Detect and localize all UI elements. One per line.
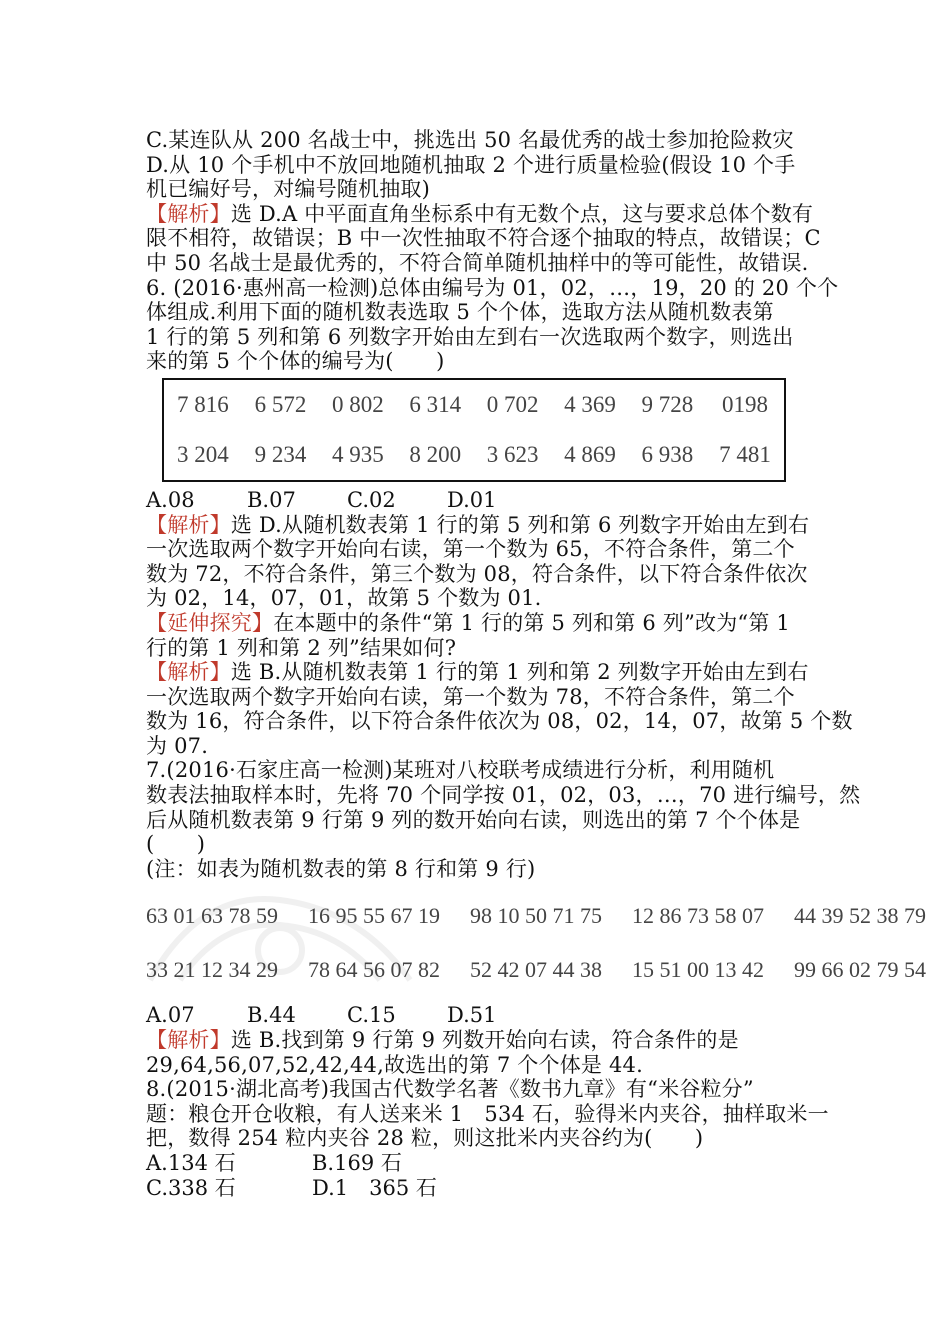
table-cell: 6 572 [254,391,307,417]
table-cell: 9 234 [254,441,307,467]
table-cell: 9 728 [641,391,694,417]
choice-a: A.08 [146,487,195,512]
random-row-9 [146,943,926,997]
q8-stem: 题：粮仓开仓收粮，有人送来米 1 534 石，验得米内夹谷，抽样取米一 [146,1101,829,1126]
table-cell: 7 481 [719,441,771,467]
q5-option-c: C.某连队从 200 名战士中，挑选出 50 名最优秀的战士参加抢险救灾 [146,128,794,152]
q6-choices [146,488,826,513]
q5-option-d: D.从 10 个手机中不放回地随机抽取 2 个进行质量检验(假设 10 个手 [146,152,796,177]
analysis-tag: 【解析】 [146,660,231,685]
choice-d: D.01 [447,487,497,512]
random-group: 63 01 63 78 59 [146,903,278,929]
random-group: 15 51 00 13 42 [632,957,764,983]
random-group: 16 95 55 67 19 [308,903,440,929]
q7-analysis-line: 29,64,56,07,52,42,44,故选出的第 7 个个体是 44. [146,1052,643,1077]
choice-b: B.07 [247,487,296,512]
table-cell: 0 702 [486,391,539,417]
analysis-tag: 【解析】 [146,1028,231,1053]
random-group: 12 86 73 58 07 [632,903,764,929]
table-cell: 0198 [722,391,769,417]
q5-analysis [146,202,826,227]
q7-stem: 数表法抽取样本时，先将 70 个同学按 01，02，03，…，70 进行编号，然 [146,783,861,808]
table-cell: 0 802 [332,391,384,417]
random-group: 99 66 02 79 54 [794,957,926,983]
q8-stem: 把，数得 254 粒内夹谷 28 粒，则这批米内夹谷约为( ) [146,1126,704,1151]
q8-choices-row-2 [146,1176,826,1201]
q6-analysis-text: 选 D.从随机数表第 1 行的第 5 列和第 6 列数字开始由左到右 [230,512,810,537]
choice-d: D.1 365 石 [312,1175,437,1200]
q7-stem: 7.(2016·石家庄高一检测)某班对八校联考成绩进行分析，利用随机 [146,758,775,783]
q5-analysis-line: 中 50 名战士是最优秀的，不符合简单随机抽样中的等可能性，故错误. [146,250,809,275]
random-group: 98 10 50 71 75 [470,903,602,929]
q6-analysis-2-text: 选 B.从随机数表第 1 行的第 1 列和第 2 列数字开始由左到右 [230,660,809,685]
q6-analysis-line: 数为 72，不符合条件，第三个数为 08，符合条件，以下符合条件依次 [146,561,808,586]
random-number-rows [146,889,926,997]
q7-choices [146,1003,826,1028]
random-group: 44 39 52 38 79 [794,903,926,929]
q6-analysis-line: 为 02，14，07，01，故第 5 个数为 01. [146,586,542,611]
q7-note: (注：如表为随机数表的第 8 行和第 9 行) [146,856,536,881]
choice-b: B.169 石 [312,1151,402,1175]
choice-a: A.07 [146,1003,195,1028]
random-group: 33 21 12 34 29 [146,957,278,983]
table-cell: 4 869 [564,441,616,467]
table-cell: 4 369 [564,391,616,417]
q5-analysis-text: 选 D.A 中平面直角坐标系中有无数个点，这与要求总体个数有 [230,201,814,226]
q5-analysis-line: 限不相符，故错误；B 中一次性抽取不符合逐个抽取的特点，故错误；C [146,226,821,251]
random-row-8 [146,889,926,943]
choice-c: C.15 [347,1003,396,1028]
choice-b: B.44 [247,1003,296,1028]
q6-extension-line: 行的第 1 列和第 2 列”结果如何? [146,635,457,660]
extension-tag: 【延伸探究】 [146,610,274,635]
q7-stem: 后从随机数表第 9 行第 9 列的数开始向右读，则选出的第 7 个个体是 [146,807,801,832]
q7-analysis [146,1028,826,1053]
choice-c: C.02 [347,487,396,512]
table-cell: 6 314 [409,391,462,417]
q8-choices-row-1 [146,1151,826,1176]
choice-a: A.134 石 [146,1151,236,1175]
q6-stem: 1 行的第 5 列和第 6 列数字开始由左到右一次选取两个数字，则选出 [146,324,794,349]
q6-stem: 6. (2016·惠州高一检测)总体由编号为 01，02，…，19，20 的 20 个个 [146,275,839,300]
q6-analysis-line: 一次选取两个数字开始向右读，第一个数为 65，不符合条件，第二个 [146,537,795,562]
q6-extension-text: 在本题中的条件“第 1 行的第 5 列和第 6 列”改为“第 1 [273,610,790,635]
table-cell: 3 623 [486,441,539,467]
choice-d: D.51 [447,1003,497,1028]
choice-c: C.338 石 [146,1175,236,1200]
q5-option-d-cont: 机已编好号，对编号随机抽取) [146,177,430,202]
q7-stem: ( ) [146,832,206,857]
q6-analysis-2 [146,660,826,685]
q6-analysis-2-line: 一次选取两个数字开始向右读，第一个数为 78，不符合条件，第二个 [146,684,795,709]
q6-analysis-2-line: 数为 16，符合条件，以下符合条件依次为 08，02，14，07，故第 5 个数 [146,709,853,734]
q6-stem: 体组成.利用下面的随机数表选取 5 个个体，选取方法从随机数表第 [146,300,774,325]
random-group: 78 64 56 07 82 [308,957,440,983]
table-cell: 6 938 [641,441,694,467]
random-group: 52 42 07 44 38 [470,957,602,983]
analysis-tag: 【解析】 [146,512,231,537]
table-cell: 7 816 [177,391,229,417]
q6-analysis [146,513,826,538]
table-cell: 8 200 [409,441,462,467]
q7-analysis-text: 选 B.找到第 9 行第 9 列数开始向右读，符合条件的是 [230,1028,739,1053]
table-cell: 4 935 [332,441,384,467]
document-page [146,128,926,1200]
table-row [163,379,785,430]
q6-extension [146,611,826,636]
table-row [163,430,785,481]
table-cell: 3 204 [177,441,229,467]
analysis-tag: 【解析】 [146,201,231,226]
random-number-table [162,378,786,482]
q6-analysis-2-line: 为 07. [146,733,209,758]
q6-stem: 来的第 5 个个体的编号为( ) [146,349,445,374]
q8-stem: 8.(2015·湖北高考)我国古代数学名著《数书九章》有“米谷粒分” [146,1077,754,1102]
